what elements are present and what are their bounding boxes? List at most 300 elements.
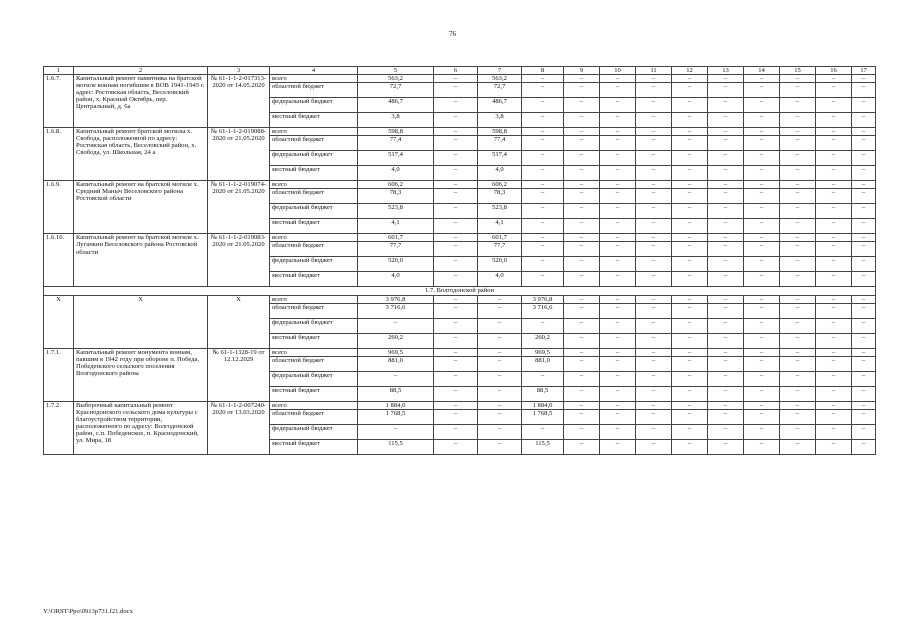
column-number: 11 — [636, 67, 672, 75]
value-col7: – — [478, 371, 522, 386]
funding-source: местный бюджет — [270, 333, 358, 348]
value-col6: – — [434, 439, 478, 454]
total-value: 598,8 — [358, 128, 434, 136]
total-value: 1 768,5 — [358, 409, 434, 424]
value-col8: – — [522, 424, 564, 439]
dash-cell: – — [744, 439, 780, 454]
dash-cell: – — [744, 424, 780, 439]
value-col6: – — [434, 424, 478, 439]
dash-cell: – — [564, 257, 600, 272]
dash-cell: – — [816, 234, 852, 242]
dash-cell: – — [708, 219, 744, 234]
dash-cell: – — [780, 333, 816, 348]
dash-cell: – — [744, 204, 780, 219]
value-col7: – — [478, 295, 522, 303]
funding-source: всего — [270, 234, 358, 242]
dash-cell: – — [636, 356, 672, 371]
dash-cell: – — [780, 386, 816, 401]
column-number: 5 — [358, 67, 434, 75]
funding-source: всего — [270, 348, 358, 356]
dash-cell: – — [852, 136, 876, 151]
dash-cell: – — [816, 181, 852, 189]
dash-cell: – — [564, 219, 600, 234]
dash-cell: – — [744, 386, 780, 401]
dash-cell: – — [816, 219, 852, 234]
dash-cell: – — [636, 234, 672, 242]
dash-cell: – — [672, 386, 708, 401]
dash-cell: – — [564, 242, 600, 257]
object-name: Капитальный ремонт на братской могиле х. Луганкин Веселовского района Ростовской области — [74, 234, 208, 287]
dash-cell: – — [636, 333, 672, 348]
value-col8: – — [522, 166, 564, 181]
dash-cell: – — [744, 136, 780, 151]
dash-cell: – — [708, 83, 744, 98]
dash-cell: – — [600, 318, 636, 333]
dash-cell: – — [564, 272, 600, 287]
total-value: 1 884,0 — [358, 401, 434, 409]
value-col8: – — [522, 75, 564, 83]
dash-cell: – — [708, 113, 744, 128]
dash-cell: – — [852, 151, 876, 166]
value-col8: 1 884,0 — [522, 401, 564, 409]
dash-cell: – — [816, 113, 852, 128]
dash-cell: – — [852, 166, 876, 181]
item-number: 1.6.7. — [44, 75, 74, 128]
dash-cell: – — [816, 128, 852, 136]
total-value: 260,2 — [358, 333, 434, 348]
dash-cell: – — [636, 219, 672, 234]
value-col8: – — [522, 128, 564, 136]
dash-cell: – — [780, 181, 816, 189]
column-number: 12 — [672, 67, 708, 75]
dash-cell: – — [744, 98, 780, 113]
dash-cell: – — [816, 272, 852, 287]
value-col8: – — [522, 219, 564, 234]
dash-cell: – — [780, 136, 816, 151]
dash-cell: – — [636, 204, 672, 219]
dash-cell: – — [744, 128, 780, 136]
dash-cell: – — [816, 204, 852, 219]
value-col6: – — [434, 83, 478, 98]
dash-cell: – — [672, 166, 708, 181]
value-col8: – — [522, 181, 564, 189]
dash-cell: – — [636, 303, 672, 318]
dash-cell: – — [852, 181, 876, 189]
dash-cell: – — [672, 113, 708, 128]
dash-cell: – — [636, 113, 672, 128]
total-value: 3 716,6 — [358, 303, 434, 318]
dash-cell: – — [852, 234, 876, 242]
funding-source: федеральный бюджет — [270, 371, 358, 386]
value-col6: – — [434, 166, 478, 181]
column-number: 9 — [564, 67, 600, 75]
dash-cell: – — [852, 386, 876, 401]
dash-cell: – — [744, 348, 780, 356]
dash-cell: – — [708, 166, 744, 181]
table-row — [44, 234, 876, 242]
dash-cell: – — [852, 128, 876, 136]
expertise-document: № 61-1-1328-19 от 12.12.2029 — [208, 348, 270, 401]
dash-cell: – — [744, 409, 780, 424]
dash-cell: – — [600, 166, 636, 181]
value-col8: 1 768,5 — [522, 409, 564, 424]
dash-cell: – — [636, 295, 672, 303]
dash-cell: – — [708, 98, 744, 113]
expertise-document: № 61-1-1-2-019088-2020 от 21.05.2020 — [208, 128, 270, 181]
value-col8: – — [522, 136, 564, 151]
dash-cell: – — [780, 401, 816, 409]
value-col7: 520,0 — [478, 257, 522, 272]
dash-cell: – — [600, 83, 636, 98]
column-number-row — [44, 67, 876, 75]
value-col6: – — [434, 371, 478, 386]
value-col6: – — [434, 272, 478, 287]
value-col8: 260,2 — [522, 333, 564, 348]
dash-cell: – — [708, 409, 744, 424]
dash-cell: – — [564, 318, 600, 333]
dash-cell: – — [852, 348, 876, 356]
expertise-document: Х — [208, 295, 270, 348]
value-col7: 486,7 — [478, 98, 522, 113]
dash-cell: – — [636, 272, 672, 287]
object-name: Капитальный ремонт на братской могиле х. Средний Маныч Веселовского района Ростовской области — [74, 181, 208, 234]
dash-cell: – — [744, 303, 780, 318]
dash-cell: – — [816, 242, 852, 257]
value-col6: – — [434, 234, 478, 242]
total-value: 881,0 — [358, 356, 434, 371]
dash-cell: – — [744, 401, 780, 409]
dash-cell: – — [744, 219, 780, 234]
expertise-document: № 61-1-1-2-017313-2020 от 14.05.2020 — [208, 75, 270, 128]
value-col6: – — [434, 113, 478, 128]
column-number: 17 — [852, 67, 876, 75]
total-value: 606,2 — [358, 181, 434, 189]
dash-cell: – — [744, 151, 780, 166]
dash-cell: – — [708, 181, 744, 189]
dash-cell: – — [744, 272, 780, 287]
dash-cell: – — [564, 234, 600, 242]
column-number: 2 — [74, 67, 208, 75]
value-col6: – — [434, 348, 478, 356]
dash-cell: – — [744, 75, 780, 83]
file-path-footer: Y:\ORST\Ppo\0913p731.f21.docx — [43, 608, 133, 615]
expertise-document: № 61-1-1-2-007240-2020 от 13.03.2020 — [208, 401, 270, 454]
dash-cell: – — [564, 303, 600, 318]
value-col7: 4,0 — [478, 272, 522, 287]
total-value: 969,5 — [358, 348, 434, 356]
funding-source: федеральный бюджет — [270, 151, 358, 166]
dash-cell: – — [600, 439, 636, 454]
dash-cell: – — [852, 219, 876, 234]
dash-cell: – — [672, 98, 708, 113]
dash-cell: – — [600, 219, 636, 234]
dash-cell: – — [600, 295, 636, 303]
dash-cell: – — [672, 401, 708, 409]
value-col8: – — [522, 257, 564, 272]
total-value: 4,0 — [358, 166, 434, 181]
dash-cell: – — [816, 348, 852, 356]
dash-cell: – — [744, 113, 780, 128]
dash-cell: – — [852, 204, 876, 219]
value-col7: 77,4 — [478, 136, 522, 151]
dash-cell: – — [600, 303, 636, 318]
value-col7: – — [478, 356, 522, 371]
dash-cell: – — [852, 409, 876, 424]
value-col6: – — [434, 98, 478, 113]
dash-cell: – — [564, 98, 600, 113]
dash-cell: – — [780, 219, 816, 234]
dash-cell: – — [564, 189, 600, 204]
dash-cell: – — [672, 151, 708, 166]
section-title: 1.7. Волгодонской район — [44, 287, 876, 295]
funding-source: местный бюджет — [270, 166, 358, 181]
value-col7: – — [478, 409, 522, 424]
dash-cell: – — [780, 151, 816, 166]
dash-cell: – — [564, 424, 600, 439]
value-col6: – — [434, 189, 478, 204]
section-row — [44, 287, 876, 295]
dash-cell: – — [564, 113, 600, 128]
value-col6: – — [434, 75, 478, 83]
value-col7: 77,7 — [478, 242, 522, 257]
dash-cell: – — [708, 242, 744, 257]
dash-cell: – — [852, 83, 876, 98]
item-number: 1.7.1. — [44, 348, 74, 401]
dash-cell: – — [672, 409, 708, 424]
value-col7: – — [478, 348, 522, 356]
total-value: 517,4 — [358, 151, 434, 166]
dash-cell: – — [600, 356, 636, 371]
dash-cell: – — [672, 318, 708, 333]
value-col7: – — [478, 401, 522, 409]
value-col6: – — [434, 204, 478, 219]
dash-cell: – — [708, 371, 744, 386]
dash-cell: – — [708, 424, 744, 439]
dash-cell: – — [672, 303, 708, 318]
dash-cell: – — [852, 356, 876, 371]
dash-cell: – — [564, 181, 600, 189]
dash-cell: – — [672, 295, 708, 303]
funding-source: федеральный бюджет — [270, 257, 358, 272]
dash-cell: – — [816, 75, 852, 83]
dash-cell: – — [672, 424, 708, 439]
dash-cell: – — [708, 401, 744, 409]
dash-cell: – — [744, 371, 780, 386]
value-col7: – — [478, 333, 522, 348]
value-col6: – — [434, 409, 478, 424]
column-number: 3 — [208, 67, 270, 75]
value-col6: – — [434, 136, 478, 151]
dash-cell: – — [636, 83, 672, 98]
item-number: Х — [44, 295, 74, 348]
dash-cell: – — [780, 272, 816, 287]
dash-cell: – — [672, 75, 708, 83]
dash-cell: – — [564, 83, 600, 98]
dash-cell: – — [600, 204, 636, 219]
dash-cell: – — [600, 348, 636, 356]
dash-cell: – — [780, 98, 816, 113]
dash-cell: – — [816, 386, 852, 401]
dash-cell: – — [600, 136, 636, 151]
dash-cell: – — [780, 234, 816, 242]
table-row — [44, 348, 876, 356]
dash-cell: – — [600, 189, 636, 204]
dash-cell: – — [816, 83, 852, 98]
value-col6: – — [434, 356, 478, 371]
dash-cell: – — [564, 166, 600, 181]
value-col8: 88,5 — [522, 386, 564, 401]
value-col8: – — [522, 242, 564, 257]
dash-cell: – — [600, 272, 636, 287]
table-row — [44, 75, 876, 83]
dash-cell: – — [852, 272, 876, 287]
value-col6: – — [434, 151, 478, 166]
funding-source: федеральный бюджет — [270, 98, 358, 113]
dash-cell: – — [708, 439, 744, 454]
value-col7: – — [478, 318, 522, 333]
dash-cell: – — [780, 83, 816, 98]
dash-cell: – — [600, 333, 636, 348]
dash-cell: – — [852, 371, 876, 386]
total-value: 4,1 — [358, 219, 434, 234]
dash-cell: – — [672, 204, 708, 219]
table-row — [44, 181, 876, 189]
dash-cell: – — [636, 371, 672, 386]
value-col6: – — [434, 318, 478, 333]
dash-cell: – — [564, 204, 600, 219]
dash-cell: – — [600, 151, 636, 166]
total-value: 520,0 — [358, 257, 434, 272]
value-col6: – — [434, 386, 478, 401]
dash-cell: – — [816, 303, 852, 318]
value-col7: – — [478, 424, 522, 439]
dash-cell: – — [564, 333, 600, 348]
dash-cell: – — [744, 83, 780, 98]
dash-cell: – — [636, 98, 672, 113]
dash-cell: – — [600, 424, 636, 439]
dash-cell: – — [636, 189, 672, 204]
dash-cell: – — [600, 257, 636, 272]
funding-source: областной бюджет — [270, 189, 358, 204]
value-col6: – — [434, 303, 478, 318]
dash-cell: – — [852, 242, 876, 257]
value-col7: 601,7 — [478, 234, 522, 242]
value-col7: 523,8 — [478, 204, 522, 219]
dash-cell: – — [564, 409, 600, 424]
dash-cell: – — [816, 166, 852, 181]
total-value: 77,4 — [358, 136, 434, 151]
dash-cell: – — [816, 371, 852, 386]
total-value: 72,7 — [358, 83, 434, 98]
value-col7: – — [478, 439, 522, 454]
total-value: – — [358, 424, 434, 439]
value-col8: – — [522, 189, 564, 204]
column-number: 13 — [708, 67, 744, 75]
dash-cell: – — [564, 136, 600, 151]
value-col7: – — [478, 386, 522, 401]
dash-cell: – — [708, 318, 744, 333]
total-value: 115,5 — [358, 439, 434, 454]
dash-cell: – — [780, 113, 816, 128]
value-col7: 3,8 — [478, 113, 522, 128]
funding-source: областной бюджет — [270, 242, 358, 257]
dash-cell: – — [672, 83, 708, 98]
dash-cell: – — [672, 136, 708, 151]
dash-cell: – — [636, 242, 672, 257]
dash-cell: – — [672, 128, 708, 136]
dash-cell: – — [780, 348, 816, 356]
total-value: – — [358, 318, 434, 333]
dash-cell: – — [816, 151, 852, 166]
value-col8: 881,0 — [522, 356, 564, 371]
value-col8: 3 716,6 — [522, 303, 564, 318]
dash-cell: – — [636, 318, 672, 333]
dash-cell: – — [564, 401, 600, 409]
dash-cell: – — [672, 439, 708, 454]
dash-cell: – — [600, 128, 636, 136]
dash-cell: – — [564, 439, 600, 454]
column-number: 14 — [744, 67, 780, 75]
funding-source: всего — [270, 181, 358, 189]
item-number: 1.6.8. — [44, 128, 74, 181]
dash-cell: – — [708, 356, 744, 371]
dash-cell: – — [816, 98, 852, 113]
dash-cell: – — [744, 318, 780, 333]
dash-cell: – — [636, 151, 672, 166]
dash-cell: – — [600, 371, 636, 386]
dash-cell: – — [780, 295, 816, 303]
dash-cell: – — [852, 113, 876, 128]
dash-cell: – — [636, 136, 672, 151]
dash-cell: – — [852, 318, 876, 333]
dash-cell: – — [672, 181, 708, 189]
total-value: 77,7 — [358, 242, 434, 257]
dash-cell: – — [672, 348, 708, 356]
dash-cell: – — [780, 424, 816, 439]
dash-cell: – — [708, 136, 744, 151]
column-number: 8 — [522, 67, 564, 75]
value-col6: – — [434, 181, 478, 189]
dash-cell: – — [636, 386, 672, 401]
dash-cell: – — [708, 348, 744, 356]
value-col8: – — [522, 371, 564, 386]
dash-cell: – — [744, 295, 780, 303]
table-row — [44, 295, 876, 303]
dash-cell: – — [564, 356, 600, 371]
total-value: – — [358, 371, 434, 386]
dash-cell: – — [816, 424, 852, 439]
dash-cell: – — [816, 356, 852, 371]
dash-cell: – — [600, 98, 636, 113]
dash-cell: – — [636, 128, 672, 136]
dash-cell: – — [708, 189, 744, 204]
dash-cell: – — [744, 234, 780, 242]
dash-cell: – — [780, 356, 816, 371]
dash-cell: – — [708, 295, 744, 303]
value-col8: – — [522, 318, 564, 333]
value-col8: 115,5 — [522, 439, 564, 454]
column-number: 10 — [600, 67, 636, 75]
dash-cell: – — [672, 242, 708, 257]
value-col8: – — [522, 83, 564, 98]
dash-cell: – — [600, 234, 636, 242]
dash-cell: – — [672, 333, 708, 348]
item-number: 1.7.2. — [44, 401, 74, 454]
value-col8: – — [522, 234, 564, 242]
dash-cell: – — [816, 295, 852, 303]
dash-cell: – — [780, 439, 816, 454]
funding-source: областной бюджет — [270, 409, 358, 424]
